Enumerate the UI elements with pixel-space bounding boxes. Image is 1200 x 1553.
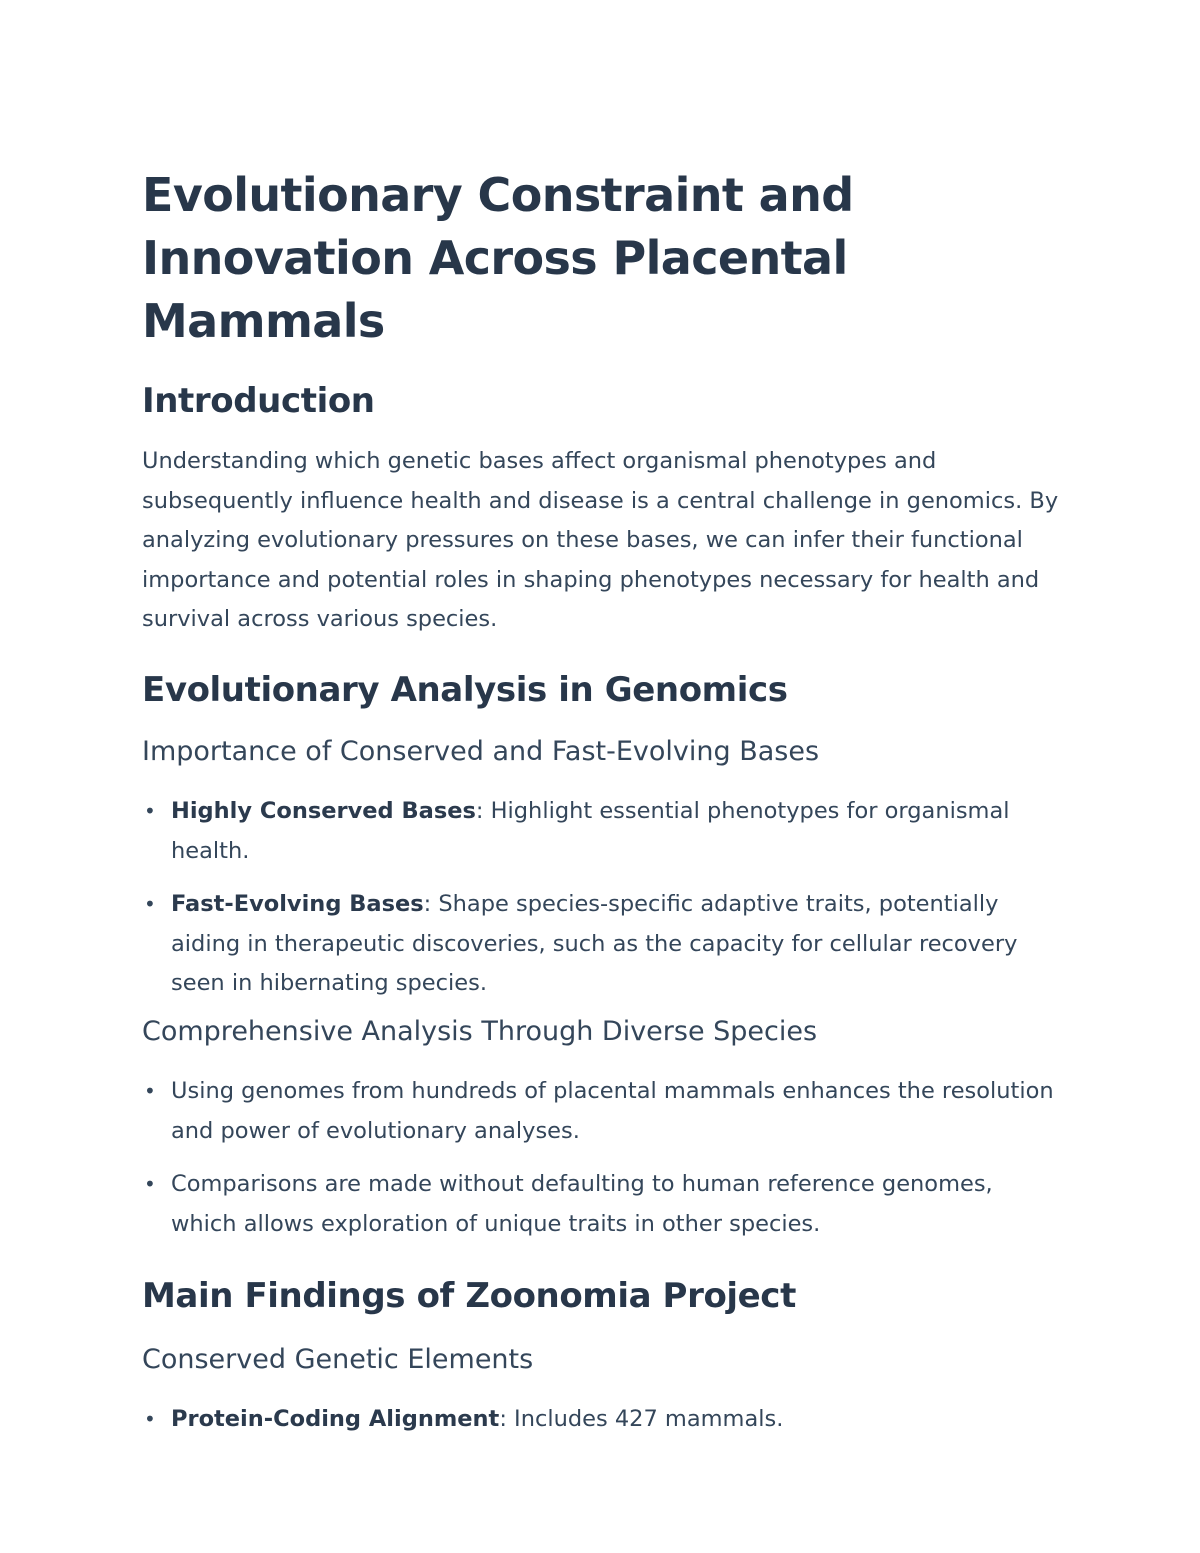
comprehensive-analysis-list: [142, 1072, 1060, 1244]
list-item-text: : Highlight essential phenotypes for organismal health.: [171, 797, 1010, 864]
list-item: [142, 1400, 1060, 1440]
introduction-paragraph: Understanding which genetic bases affect organismal phenotypes and subsequently influence health and disease is a central challenge in genomics. By analyzing evolutionary pressures on these bases, we can infer their functional importance and potential roles in shaping phenotypes necessary for health and survival across various species.: [142, 448, 1059, 633]
list-item: [142, 1165, 1060, 1244]
document-title: Evolutionary Constraint and Innovation Across Placental Mammals: [142, 168, 854, 348]
evolutionary-analysis-heading: Evolutionary Analysis in Genomics: [142, 669, 788, 710]
list-item-text: Comparisons are made without defaulting to human reference genomes, which allows exploration of unique traits in other species.: [171, 1171, 993, 1237]
conserved-elements-subheading: Conserved Genetic Elements: [142, 1344, 534, 1376]
list-item-text: Using genomes from hundreds of placental mammals enhances the resolution and power of evolutionary analyses.: [171, 1077, 1054, 1144]
bullet-icon: •: [144, 892, 156, 917]
bullet-icon: •: [144, 798, 156, 823]
list-item-term: Highly Conserved Bases: [171, 797, 476, 824]
list-item: [142, 885, 1060, 1004]
list-item-term: Protein-Coding Alignment: [171, 1406, 500, 1433]
list-item-text: : Shape species-specific adaptive traits, potentially aiding in therapeutic discoveries, such as the capacity for cellular recovery seen in hibernating species.: [171, 891, 1018, 997]
list-item-text: : Includes 427 mammals.: [499, 1406, 784, 1433]
conserved-elements-list: [142, 1400, 1060, 1440]
comprehensive-analysis-subheading: Comprehensive Analysis Through Diverse Species: [142, 1015, 818, 1047]
conserved-fast-evolving-list: [142, 792, 1060, 1004]
conserved-fast-evolving-subheading: Importance of Conserved and Fast-Evolving Bases: [142, 735, 820, 767]
main-findings-heading: Main Findings of Zoonomia Project: [142, 1276, 796, 1317]
list-item-term: Fast-Evolving Bases: [171, 891, 424, 918]
bullet-icon: •: [144, 1407, 156, 1432]
list-item: [142, 792, 1060, 871]
list-item: [142, 1072, 1060, 1151]
bullet-icon: •: [144, 1172, 156, 1197]
introduction-heading: Introduction: [142, 381, 375, 421]
bullet-icon: •: [144, 1078, 156, 1103]
